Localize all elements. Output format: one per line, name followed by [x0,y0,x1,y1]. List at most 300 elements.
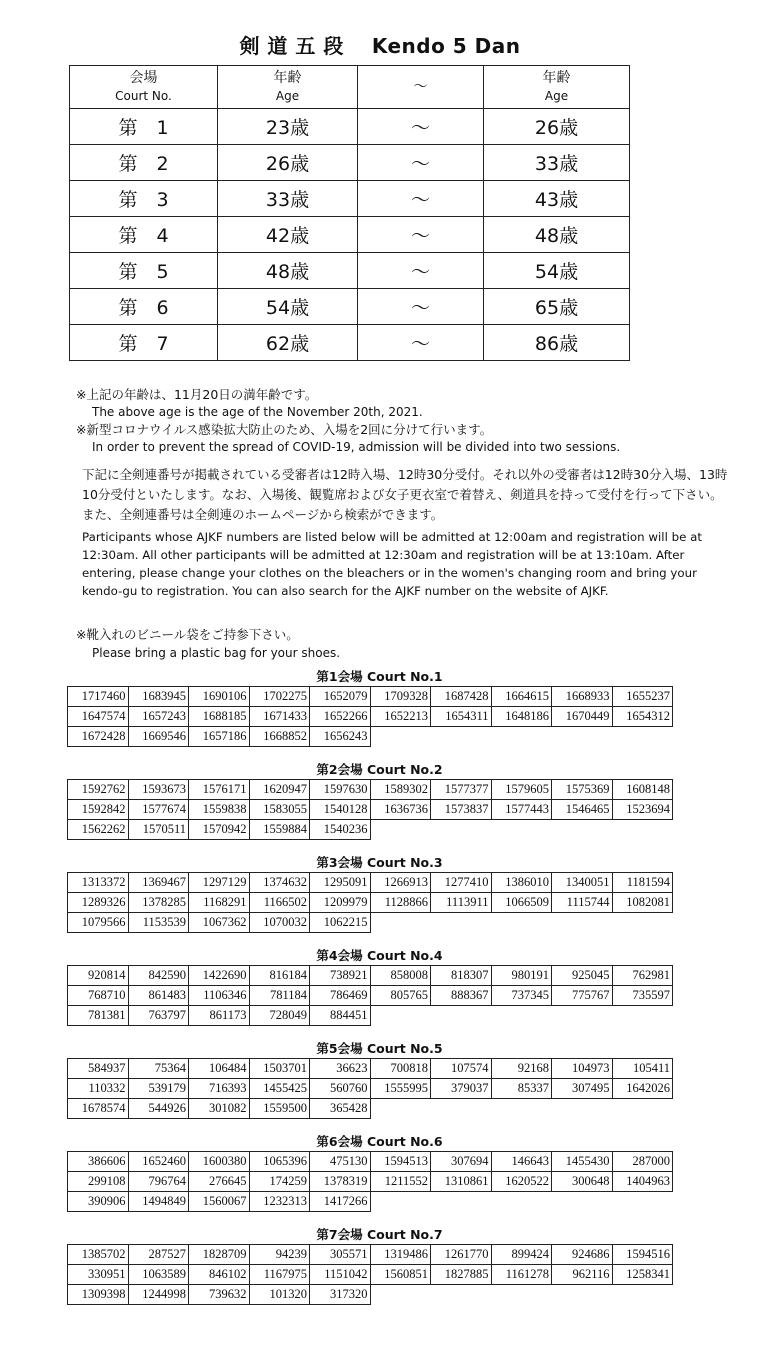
bag-note [76,626,676,662]
member-number: 101320 [249,1285,310,1305]
member-number: 1655237 [612,687,673,707]
age-row [70,109,630,145]
age-to-cell: 43歳 [484,181,630,217]
member-number: 1652213 [370,707,431,727]
member-number: 781184 [249,986,310,1006]
age-row [70,217,630,253]
table-row [68,707,673,727]
member-number: 1620522 [491,1172,552,1192]
member-number: 1573837 [431,800,492,820]
table-row [68,800,673,820]
member-number: 920814 [68,966,129,986]
member-number: 287527 [128,1245,189,1265]
member-number: 307495 [552,1079,613,1099]
age-tilde-cell: ～ [358,217,484,253]
court-title: 第6会場 Court No.6 [316,1134,443,1149]
member-number: 1503701 [249,1059,310,1079]
empty-cell [552,913,613,933]
member-number: 884451 [310,1006,371,1026]
member-number: 1455425 [249,1079,310,1099]
member-number: 1579605 [491,780,552,800]
member-number: 1678574 [68,1099,129,1119]
member-number: 1082081 [612,893,673,913]
member-number: 1066509 [491,893,552,913]
empty-cell [370,820,431,840]
note-age-jp: ※上記の年齢は、11月20日の満年齢です。 [76,387,318,402]
member-number: 1297129 [189,873,250,893]
member-number: 1422690 [189,966,250,986]
table-row [68,1099,673,1119]
court-number-table [67,779,673,840]
age-to-cell: 54歳 [484,253,630,289]
table-row [68,1192,673,1212]
table-row [68,820,673,840]
member-number: 1079566 [68,913,129,933]
member-number: 786469 [310,986,371,1006]
court-title: 第7会場 Court No.7 [316,1227,443,1242]
member-number: 1672428 [68,727,129,747]
member-number: 1523694 [612,800,673,820]
empty-cell [612,727,673,747]
empty-cell [612,1099,673,1119]
table-row [68,893,673,913]
member-number: 379037 [431,1079,492,1099]
member-number: 1128866 [370,893,431,913]
header-age-from: 年齢 Age [218,66,358,109]
member-number: 1592842 [68,800,129,820]
member-number: 1232313 [249,1192,310,1212]
member-number: 1656243 [310,727,371,747]
member-number: 1540236 [310,820,371,840]
court-number-table [67,1151,673,1212]
member-number: 1688185 [189,707,250,727]
member-number: 1113911 [431,893,492,913]
member-number: 1378285 [128,893,189,913]
empty-cell [552,1099,613,1119]
member-number: 1636736 [370,800,431,820]
note-covid-en: In order to prevent the spread of COVID-19, admission will be divided into two sessions. [92,439,621,454]
member-number: 1417266 [310,1192,371,1212]
age-to-cell: 26歳 [484,109,630,145]
age-row [70,289,630,325]
member-number: 1546465 [552,800,613,820]
member-number: 584937 [68,1059,129,1079]
member-number: 107574 [431,1059,492,1079]
member-number: 1683945 [128,687,189,707]
member-number: 1559838 [189,800,250,820]
court-title: 第1会場 Court No.1 [316,669,443,684]
member-number: 738921 [310,966,371,986]
age-court-cell: 第 7 [70,325,218,361]
table-row [68,687,673,707]
table-row [68,1079,673,1099]
age-to-cell: 65歳 [484,289,630,325]
member-number: 1063589 [128,1265,189,1285]
empty-cell [370,1192,431,1212]
page-title: 剣 道 五 段 Kendo 5 Dan [239,34,521,58]
member-number: 1657186 [189,727,250,747]
member-number: 1577443 [491,800,552,820]
member-number: 1592762 [68,780,129,800]
member-number: 1570511 [128,820,189,840]
empty-cell [552,1192,613,1212]
member-number: 1310861 [431,1172,492,1192]
member-number: 1702275 [249,687,310,707]
member-number: 75364 [128,1059,189,1079]
member-number: 1319486 [370,1245,431,1265]
age-court-cell: 第 2 [70,145,218,181]
member-number: 1642026 [612,1079,673,1099]
member-number: 1166502 [249,893,310,913]
member-number: 36623 [310,1059,371,1079]
age-to-cell: 33歳 [484,145,630,181]
court-number-table [67,686,673,747]
member-number: 301082 [189,1099,250,1119]
member-number: 768710 [68,986,129,1006]
court-title: 第3会場 Court No.3 [316,855,443,870]
age-from-cell: 62歳 [218,325,358,361]
empty-cell [491,1006,552,1026]
empty-cell [431,1192,492,1212]
court-section-7 [67,1226,692,1305]
age-from-cell: 23歳 [218,109,358,145]
member-number: 1062215 [310,913,371,933]
age-tilde-cell: ～ [358,145,484,181]
table-row [68,1006,673,1026]
member-number: 1669546 [128,727,189,747]
member-number: 276645 [189,1172,250,1192]
member-number: 1560067 [189,1192,250,1212]
court-number-table [67,1244,673,1305]
member-number: 1827885 [431,1265,492,1285]
age-court-cell: 第 1 [70,109,218,145]
age-from-cell: 42歳 [218,217,358,253]
member-number: 728049 [249,1006,310,1026]
member-number: 1555995 [370,1079,431,1099]
member-number: 1289326 [68,893,129,913]
age-row [70,181,630,217]
member-number: 1385702 [68,1245,129,1265]
empty-cell [552,1285,613,1305]
header-age-to: 年齢 Age [484,66,630,109]
age-from-cell: 54歳 [218,289,358,325]
member-number: 1151042 [310,1265,371,1285]
member-number: 1065396 [249,1152,310,1172]
member-number: 539179 [128,1079,189,1099]
member-number: 1652266 [310,707,371,727]
member-number: 1369467 [128,873,189,893]
empty-cell [491,1099,552,1119]
court-section-2 [67,761,692,840]
empty-cell [552,1006,613,1026]
header-court: 会場 Court No. [70,66,218,109]
table-row [68,727,673,747]
table-row [68,1285,673,1305]
table-row [68,913,673,933]
age-row [70,253,630,289]
member-number: 386606 [68,1152,129,1172]
age-table [69,65,630,361]
member-number: 1277410 [431,873,492,893]
age-to-cell: 86歳 [484,325,630,361]
age-row [70,325,630,361]
member-number: 1594516 [612,1245,673,1265]
member-number: 737345 [491,986,552,1006]
court-number-table [67,965,673,1026]
court-section-1 [67,668,692,747]
member-number: 92168 [491,1059,552,1079]
member-number: 861173 [189,1006,250,1026]
member-number: 1070032 [249,913,310,933]
court-title: 第5会場 Court No.5 [316,1041,443,1056]
court-title: 第2会場 Court No.2 [316,762,443,777]
admission-paragraph-en: Participants whose AJKF numbers are listed below will be admitted at 12:00am and registration will be at 12:30am. All other participants will be admitted at 12:30am and registration will be at 13:10am. After entering, please change your clothes on the bleachers or in the women's changing room and bring your kendo-gu to registration. You can also search for the AJKF number on the website of AJKF. [82,530,702,598]
member-number: 1668852 [249,727,310,747]
member-number: 1067362 [189,913,250,933]
empty-cell [431,820,492,840]
member-number: 1709328 [370,687,431,707]
empty-cell [491,1192,552,1212]
member-number: 1583055 [249,800,310,820]
member-number: 1717460 [68,687,129,707]
empty-cell [491,727,552,747]
empty-cell [370,1006,431,1026]
empty-cell [491,1285,552,1305]
member-number: 1244998 [128,1285,189,1305]
member-number: 980191 [491,966,552,986]
bag-note-en: Please bring a plastic bag for your shoes. [92,646,341,660]
member-number: 1594513 [370,1152,431,1172]
member-number: 560760 [310,1079,371,1099]
empty-cell [431,1099,492,1119]
member-number: 1620947 [249,780,310,800]
member-number: 962116 [552,1265,613,1285]
empty-cell [431,727,492,747]
member-number: 762981 [612,966,673,986]
age-tilde-cell: ～ [358,289,484,325]
member-number: 1671433 [249,707,310,727]
member-number: 1652460 [128,1152,189,1172]
empty-cell [612,913,673,933]
member-number: 1161278 [491,1265,552,1285]
empty-cell [431,1285,492,1305]
member-number: 110332 [68,1079,129,1099]
member-number: 1560851 [370,1265,431,1285]
member-number: 1258341 [612,1265,673,1285]
member-number: 1576171 [189,780,250,800]
member-number: 1340051 [552,873,613,893]
member-number: 1577674 [128,800,189,820]
member-number: 924686 [552,1245,613,1265]
member-number: 1600380 [189,1152,250,1172]
member-number: 1589302 [370,780,431,800]
table-row [68,1265,673,1285]
empty-cell [491,820,552,840]
note-covid-jp: ※新型コロナウイルス感染拡大防止のため、入場を2回に分けて行います。 [76,422,493,437]
member-number: 1181594 [612,873,673,893]
notes [76,386,736,456]
member-number: 1261770 [431,1245,492,1265]
admission-paragraph-jp: 下記に全剣連番号が掲載されている受審者は12時入場、12時30分受付。それ以外の受審者は12時30分入場、13時10分受付といたします。なお、入場後、観覧席および女子更衣室で着替え、剣道具を持って受付を行って下さい。また、全剣連番号は全剣連のホームページから検索ができます。 [82,467,728,522]
table-row [68,1152,673,1172]
member-number: 1668933 [552,687,613,707]
member-number: 1153539 [128,913,189,933]
member-number: 816184 [249,966,310,986]
member-number: 1559500 [249,1099,310,1119]
member-number: 781381 [68,1006,129,1026]
member-number: 1374632 [249,873,310,893]
member-number: 1654311 [431,707,492,727]
member-number: 700818 [370,1059,431,1079]
empty-cell [552,727,613,747]
age-table-header [70,66,630,109]
member-number: 1167975 [249,1265,310,1285]
court-section-4 [67,947,692,1026]
age-court-cell: 第 6 [70,289,218,325]
member-number: 1211552 [370,1172,431,1192]
member-number: 1608148 [612,780,673,800]
member-number: 330951 [68,1265,129,1285]
age-to-cell: 48歳 [484,217,630,253]
member-number: 1597630 [310,780,371,800]
age-from-cell: 26歳 [218,145,358,181]
empty-cell [431,913,492,933]
member-number: 1168291 [189,893,250,913]
table-row [68,873,673,893]
member-number: 1378319 [310,1172,371,1192]
member-number: 1648186 [491,707,552,727]
member-number: 146643 [491,1152,552,1172]
table-row [68,1059,673,1079]
court-title: 第4会場 Court No.4 [316,948,443,963]
member-number: 842590 [128,966,189,986]
member-number: 888367 [431,986,492,1006]
member-number: 861483 [128,986,189,1006]
member-number: 300648 [552,1172,613,1192]
empty-cell [491,913,552,933]
member-number: 1687428 [431,687,492,707]
member-number: 106484 [189,1059,250,1079]
member-number: 390906 [68,1192,129,1212]
member-number: 1115744 [552,893,613,913]
member-number: 1647574 [68,707,129,727]
member-number: 763797 [128,1006,189,1026]
member-number: 1494849 [128,1192,189,1212]
age-tilde-cell: ～ [358,325,484,361]
member-number: 1404963 [612,1172,673,1192]
member-number: 1657243 [128,707,189,727]
age-tilde-cell: ～ [358,181,484,217]
member-number: 1654312 [612,707,673,727]
age-tilde-cell: ～ [358,109,484,145]
bag-note-jp: ※靴入れのビニール袋をご持参下さい。 [76,627,299,642]
member-number: 1652079 [310,687,371,707]
note-age-en: The above age is the age of the November 20th, 2021. [92,404,423,419]
member-number: 1209979 [310,893,371,913]
member-number: 94239 [249,1245,310,1265]
member-number: 85337 [491,1079,552,1099]
member-number: 739632 [189,1285,250,1305]
age-from-cell: 33歳 [218,181,358,217]
member-number: 846102 [189,1265,250,1285]
member-number: 1828709 [189,1245,250,1265]
empty-cell [612,1192,673,1212]
member-number: 305571 [310,1245,371,1265]
court-number-table [67,872,673,933]
member-number: 475130 [310,1152,371,1172]
member-number: 544926 [128,1099,189,1119]
member-number: 1106346 [189,986,250,1006]
member-number: 899424 [491,1245,552,1265]
member-number: 1455430 [552,1152,613,1172]
member-number: 1570942 [189,820,250,840]
court-section-5 [67,1040,692,1119]
table-row [68,1172,673,1192]
member-number: 1664615 [491,687,552,707]
member-number: 1575369 [552,780,613,800]
member-number: 818307 [431,966,492,986]
member-number: 1577377 [431,780,492,800]
member-number: 796764 [128,1172,189,1192]
age-tilde-cell: ～ [358,253,484,289]
member-number: 1559884 [249,820,310,840]
member-number: 174259 [249,1172,310,1192]
member-number: 775767 [552,986,613,1006]
member-number: 925045 [552,966,613,986]
member-number: 1670449 [552,707,613,727]
member-number: 287000 [612,1152,673,1172]
member-number: 805765 [370,986,431,1006]
member-number: 1313372 [68,873,129,893]
empty-cell [612,1285,673,1305]
court-section-6 [67,1133,692,1212]
age-court-cell: 第 5 [70,253,218,289]
member-number: 735597 [612,986,673,1006]
member-number: 365428 [310,1099,371,1119]
member-number: 1540128 [310,800,371,820]
member-number: 716393 [189,1079,250,1099]
empty-cell [612,820,673,840]
age-court-cell: 第 4 [70,217,218,253]
age-court-cell: 第 3 [70,181,218,217]
empty-cell [612,1006,673,1026]
empty-cell [370,727,431,747]
member-number: 1690106 [189,687,250,707]
member-number: 299108 [68,1172,129,1192]
court-section-3 [67,854,692,933]
header-tilde: ～ [358,66,484,109]
empty-cell [552,820,613,840]
table-row [68,966,673,986]
empty-cell [431,1006,492,1026]
member-number: 307694 [431,1152,492,1172]
court-number-table [67,1058,673,1119]
member-number: 1562262 [68,820,129,840]
age-from-cell: 48歳 [218,253,358,289]
empty-cell [370,1285,431,1305]
member-number: 105411 [612,1059,673,1079]
member-number: 1309398 [68,1285,129,1305]
table-row [68,780,673,800]
member-number: 858008 [370,966,431,986]
member-number: 1295091 [310,873,371,893]
member-number: 317320 [310,1285,371,1305]
age-row [70,145,630,181]
empty-cell [370,1099,431,1119]
empty-cell [370,913,431,933]
table-row [68,1245,673,1265]
table-row [68,986,673,1006]
